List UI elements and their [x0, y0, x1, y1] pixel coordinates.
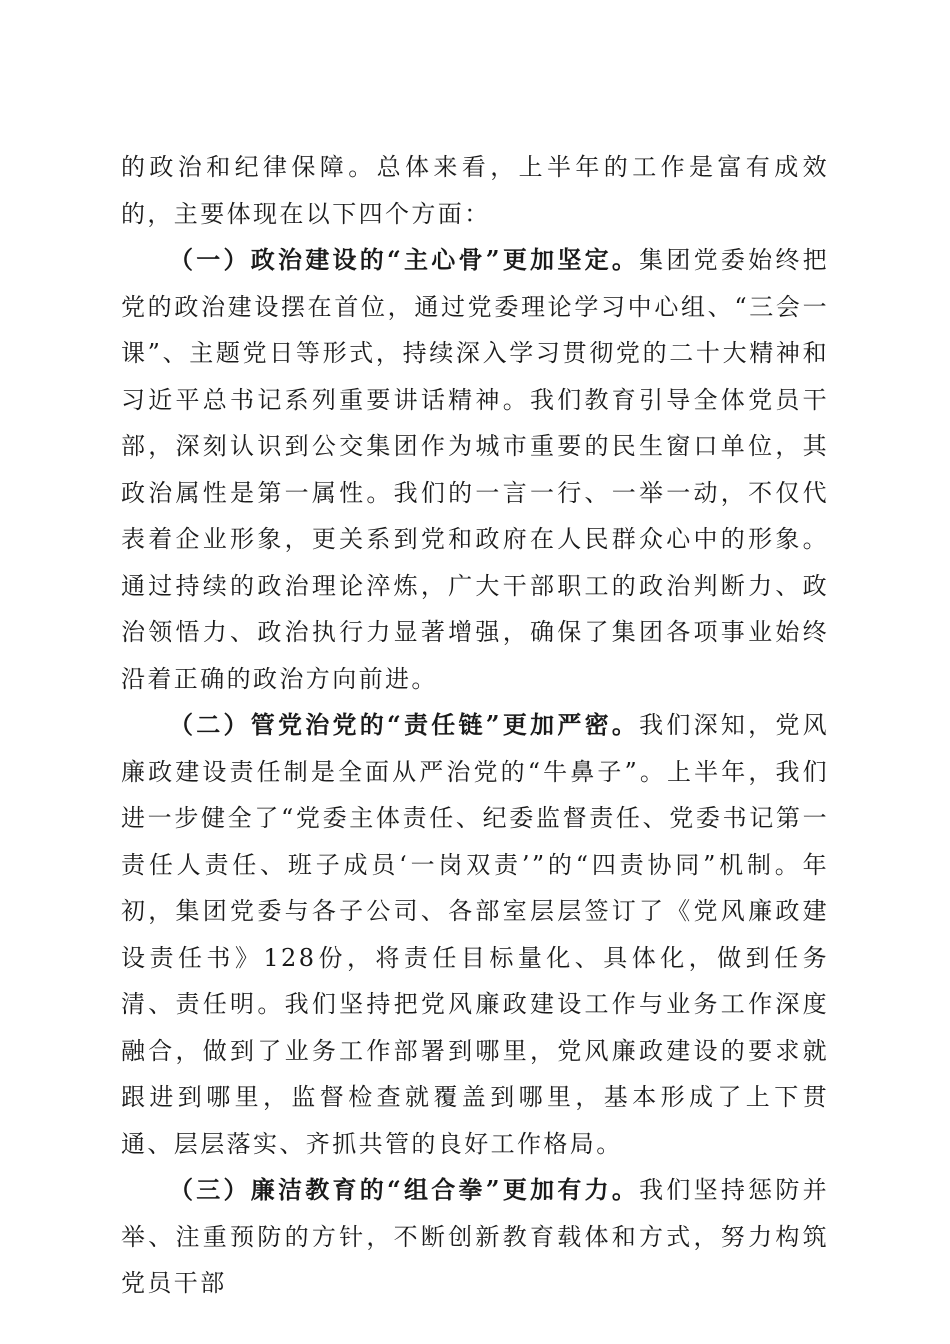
paragraph-text: 我们深知，党风廉政建设责任制是全面从严治党的“牛鼻子”。上半年，我们进一步健全了“党委主体责任、纪委监督责任、党委书记第一责任人责任、班子成员‘一岗双责’”的“四责协同”机制。年初，集团党委与各子公司、各部室层层签订了《党风廉政建设责任书》128份，将责任目标量化、具体化，做到任务清、责任明。我们坚持把党风廉政建设工作与业务工作深度融合，做到了业务工作部署到哪里，党风廉政建设的要求就跟进到哪里，监督检查就覆盖到哪里，基本形成了上下贯通、层层落实、齐抓共管的良好工作格局。 [121, 711, 829, 1158]
paragraph-section-3 [121, 1167, 829, 1307]
paragraph-section-1 [121, 237, 829, 702]
section-heading-2: （二）管党治党的“责任链”更加严密。 [169, 710, 640, 739]
paragraph-intro [121, 144, 829, 237]
paragraph-section-2 [121, 702, 829, 1167]
section-heading-3: （三）廉洁教育的“组合拳”更加有力。 [169, 1175, 640, 1204]
section-heading-1: （一）政治建设的“主心骨”更加坚定。 [169, 245, 640, 274]
paragraph-text: 的政治和纪律保障。总体来看，上半年的工作是富有成效的，主要体现在以下四个方面： [121, 153, 829, 228]
paragraph-text: 我们坚持惩防并举、注重预防的方针，不断创新教育载体和方式，努力构筑党员干部 [121, 1176, 829, 1297]
paragraph-text: 集团党委始终把党的政治建设摆在首位，通过党委理论学习中心组、“三会一课”、主题党日等形式，持续深入学习贯彻党的二十大精神和习近平总书记系列重要讲话精神。我们教育引导全体党员干部，深刻认识到公交集团作为城市重要的民生窗口单位，其政治属性是第一属性。我们的一言一行、一举一动，不仅代表着企业形象，更关系到党和政府在人民群众心中的形象。通过持续的政治理论淬炼，广大干部职工的政治判断力、政治领悟力、政治执行力显著增强，确保了集团各项事业始终沿着正确的政治方向前进。 [121, 246, 829, 693]
document-body [121, 144, 829, 1307]
